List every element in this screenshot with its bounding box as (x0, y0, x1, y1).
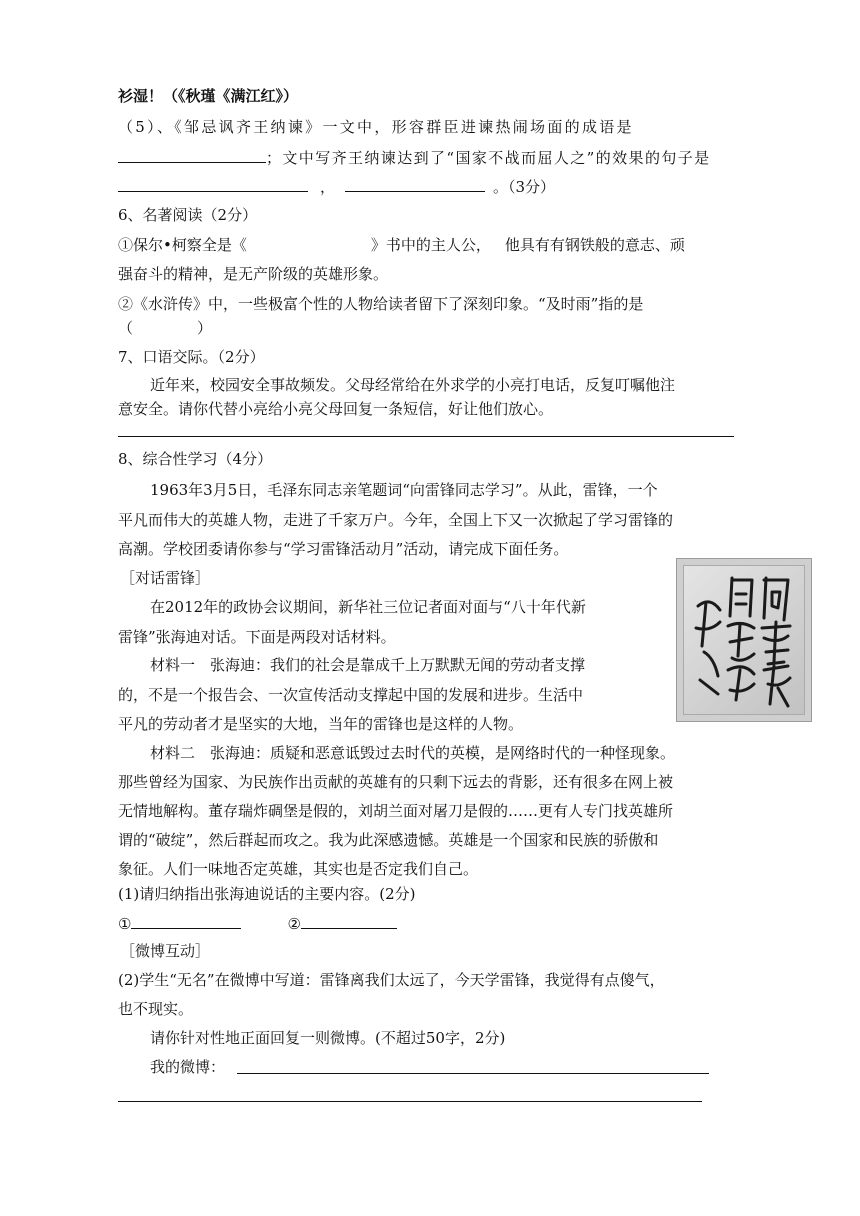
q8-intro2: 平凡而伟大的英雄人物，走进了千家万户。今年，全国上下又一次掀起了学习雷锋的 (118, 511, 674, 529)
q6-item1-c: 他具有有钢铁般的意志、顽 (504, 236, 685, 254)
q8-m2b: 那些曾经为国家、为民族作出贡献的英雄有的只剩下远去的背影，还有很多在网上被 (118, 773, 674, 791)
q7-p1: 近年来，校园安全事故频发。父母经常给在外求学的小亮打电话，反复叮嘱他注 (150, 376, 676, 394)
q8-m1c: 平凡的劳动者才是坚实的大地，当年的雷锋也是这样的人物。 (118, 715, 524, 733)
q5-comma: ， (320, 178, 336, 196)
q8-s1p1: 在2012年的政协会议期间，新华社三位记者面对面与“八十年代新 (150, 598, 586, 616)
q8-title: 8、综合性学习（4分） (118, 450, 273, 468)
answer-blank[interactable] (301, 912, 397, 929)
q7-title: 7、口语交际。（2分） (118, 348, 265, 366)
q8-intro3: 高潮。学校团委请你参与“学习雷锋活动月”活动，请完成下面任务。 (118, 540, 569, 558)
q8-q2c: 请你针对性地正面回复一则微博。(不超过50字，2分) (150, 1029, 506, 1047)
q5-line1: （5）、《邹忌讽齐王纳谏》一文中，形容群臣进谏热闹场面的成语是 (118, 118, 634, 136)
calligraphy-image (676, 558, 812, 722)
q6-item2-b-wrap (118, 318, 212, 338)
section-dialogue: ［对话雷锋］ (120, 569, 211, 587)
answer-line[interactable] (118, 1101, 702, 1102)
q5-line3-wrap (118, 175, 555, 197)
answer-blank[interactable] (345, 175, 485, 192)
q6-paren-open: （ (118, 319, 134, 337)
q5-line2-wrap (118, 146, 711, 168)
q5-line0: 衫湿！（《秋瑾《满江红》） (118, 87, 299, 105)
answer-line[interactable] (237, 1073, 709, 1074)
q8-q1-answers (118, 912, 397, 934)
q5-line2: ；文中写齐王纳谏达到了“国家不战而屈人之”的效果的句子是 (266, 149, 711, 167)
answer-blank[interactable] (131, 912, 241, 929)
q8-q2b: 也不现实。 (118, 1000, 194, 1018)
q8-q2d: 我的微博： (150, 1058, 226, 1076)
q6-item1-wrap (118, 235, 685, 255)
q8-q1-marker-a: ① (118, 915, 132, 933)
q8-m2e: 象征。人们一味地否定英雄，其实也是否定我们自己。 (118, 860, 479, 878)
q8-q1: (1)请归纳指出张海迪说话的主要内容。(2分) (118, 885, 416, 903)
q8-m2c: 无情地解构。董存瑞炸碉堡是假的，刘胡兰面对屠刀是假的……更有人专门找英雄所 (118, 802, 674, 820)
q6-item2-a: ②《水浒传》中，一些极富个性的人物给读者留下了深刻印象。“及时雨”指的是 (118, 295, 644, 313)
q8-intro1: 1963年3月5日，毛泽东同志亲笔题词“向雷锋同志学习”。从此，雷锋，一个 (150, 481, 658, 499)
answer-blank[interactable] (118, 146, 266, 163)
q6-title: 6、名著阅读（2分） (118, 206, 258, 224)
answer-line[interactable] (118, 436, 734, 437)
q8-q1-marker-b: ② (287, 915, 301, 933)
q6-item1-b: 》书中的主人公， (370, 236, 491, 254)
q8-s1p2: 雷锋”张海迪对话。下面是两段对话材料。 (118, 628, 396, 646)
calligraphy-strokes (684, 566, 806, 716)
q6-item1-a: ①保尔•柯察全是《 (118, 236, 247, 254)
answer-blank[interactable] (118, 175, 308, 192)
q8-q2a: (2)学生“无名”在微博中写道：雷锋离我们太远了，今天学雷锋，我觉得有点傻气， (118, 971, 665, 989)
q6-item1-d: 强奋斗的精神，是无产阶级的英雄形象。 (118, 265, 389, 283)
q5-line3-end: 。（3分） (493, 178, 556, 196)
q8-m1a: 材料一 张海迪：我们的社会是靠成千上万默默无闻的劳动者支撑 (150, 656, 586, 674)
section-weibo: ［微博互动］ (120, 942, 211, 960)
q8-m2d: 谓的“破绽”，然后群起而攻之。我为此深感遗憾。英雄是一个国家和民族的骄傲和 (118, 831, 659, 849)
q6-paren-close: ） (197, 319, 213, 337)
q7-p2: 意安全。请你代替小亮给小亮父母回复一条短信，好让他们放心。 (118, 400, 554, 418)
q8-m1b: 的，不是一个报告会、一次宣传活动支撑起中国的发展和进步。生活中 (118, 686, 584, 704)
q8-q2d-wrap (150, 1057, 225, 1077)
q8-m2a: 材料二 张海迪：质疑和恶意诋毁过去时代的英模，是网络时代的一种怪现象。 (150, 744, 676, 762)
